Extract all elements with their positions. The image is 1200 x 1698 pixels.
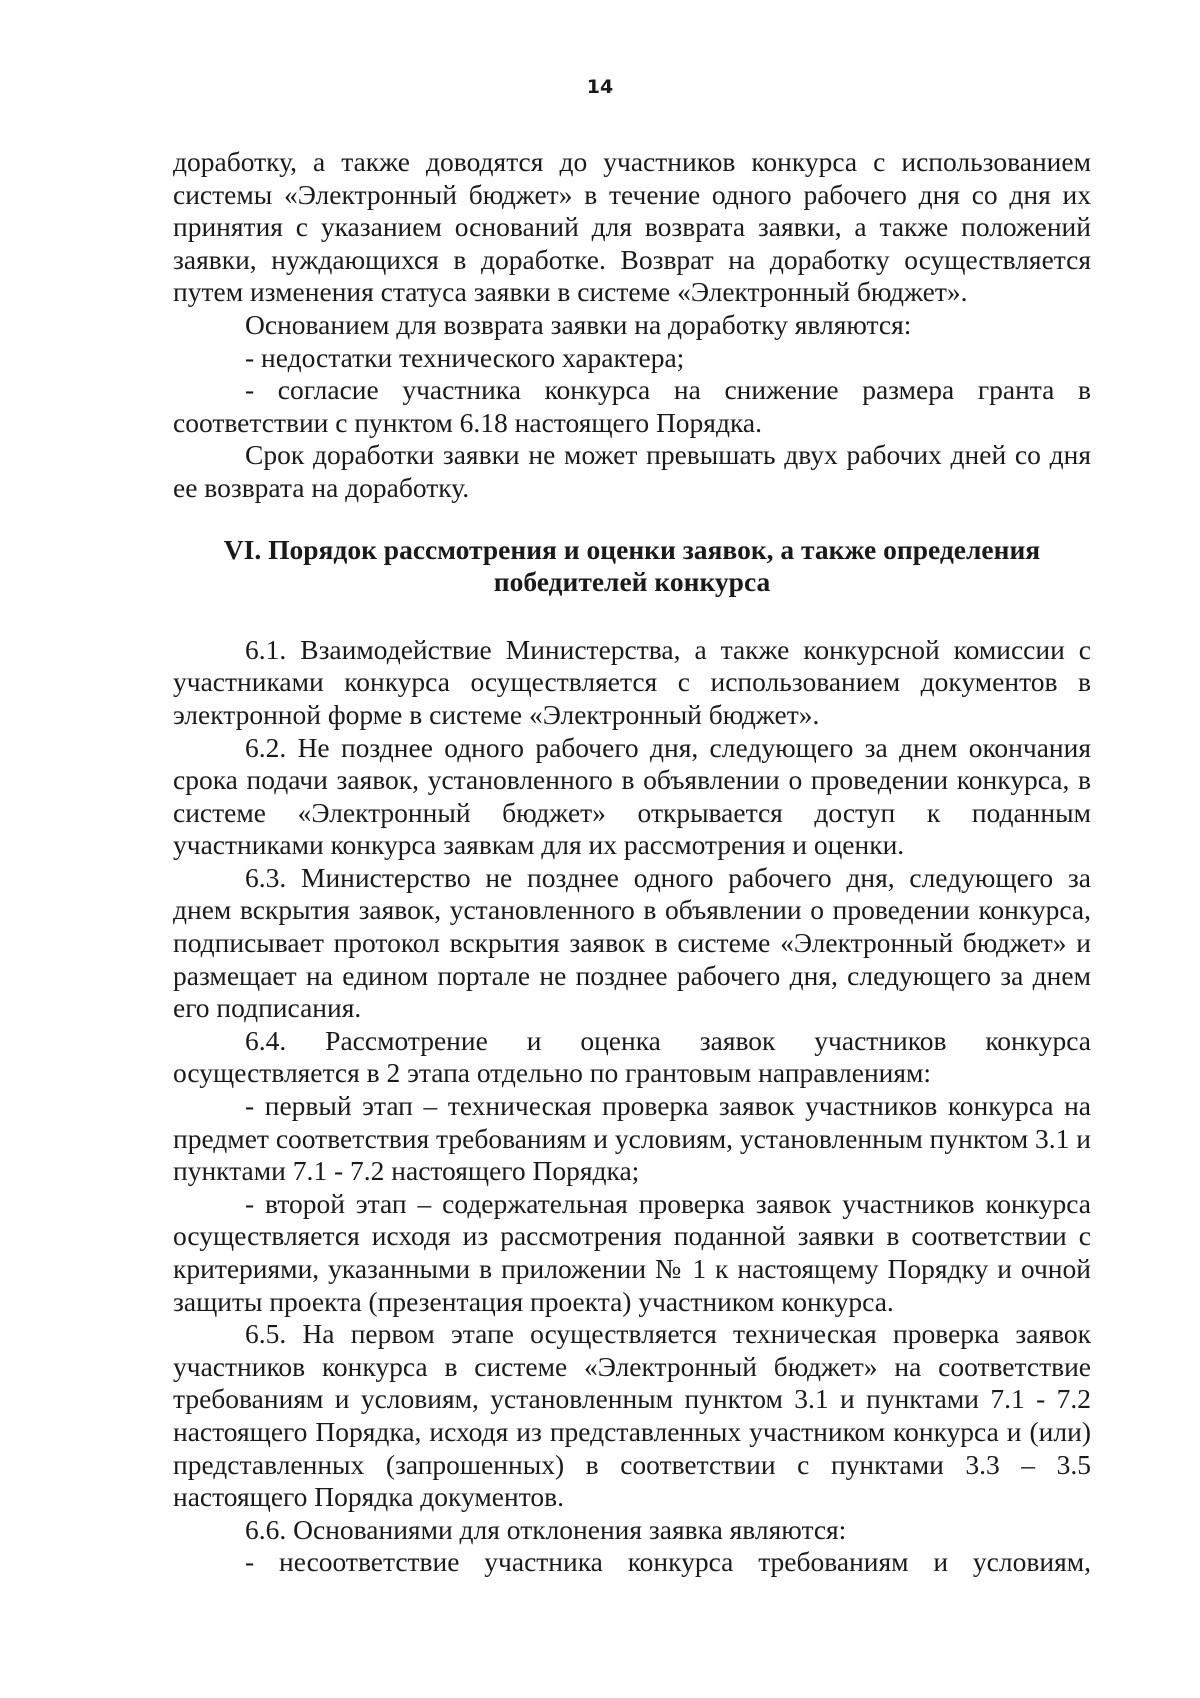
clause-6-5: 6.5. На первом этапе осуществляется техническая проверка заявок участников конкурса в системе «Электронный бюджет» на соответствие требованиям и условиям, установленным пунктом 3.1 и пунктами 7.1 - 7.2 настоящего Порядка, исходя из представленных участником конкурса и (или) представленных (запрошенных) в соответствии с пунктами 3.3 – 3.5 настоящего Порядка документов.	[173, 1318, 1091, 1513]
list-item-grant-reduction: - согласие участника конкурса на снижение размера гранта в соответствии с пунктом 6.18 настоящего Порядка.	[173, 374, 1091, 438]
document-body	[173, 146, 1091, 1579]
list-item-second-stage: - второй этап – содержательная проверка заявок участников конкурса осуществляется исходя из рассмотрения поданной заявки в соответствии с критериями, указанными в приложении № 1 к настоящему Порядку и очной защиты проекта (презентация проекта) участником конкурса.	[173, 1187, 1091, 1317]
clause-6-6: 6.6. Основаниями для отклонения заявка являются:	[245, 1513, 847, 1545]
list-item-technical-defects: - недостатки технического характера;	[245, 341, 685, 373]
clause-6-3: 6.3. Министерство не позднее одного рабочего дня, следующего за днем вскрытия заявок, установленного в объявлении о проведении конкурса, подписывает протокол вскрытия заявок в системе «Электронный бюджет» и размещает на едином портале не позднее рабочего дня, следующего за днем его подписания.	[173, 861, 1091, 1024]
clause-6-1: 6.1. Взаимодействие Министерства, а также конкурсной комиссии с участниками конкурса осуществляется с использованием документов в электронной форме в системе «Электронный бюджет».	[173, 633, 1091, 730]
paragraph-return-grounds: Основанием для возврата заявки на доработку являются:	[245, 308, 912, 340]
paragraph-revision-deadline: Срок доработки заявки не может превышать двух рабочих дней со дня ее возврата на доработку.	[173, 439, 1091, 503]
paragraph-continuation: доработку, а также доводятся до участников конкурса с использованием системы «Электронный бюджет» в течение одного рабочего дня со дня их принятия с указанием оснований для возврата заявки, а также положений заявки, нуждающихся в доработке. Возврат на доработку осуществляется путем изменения статуса заявки в системе «Электронный бюджет».	[173, 146, 1091, 308]
page-number: 14	[586, 76, 614, 98]
list-item-first-stage: - первый этап – техническая проверка заявок участников конкурса на предмет соответствия требованиям и условиям, установленным пунктом 3.1 и пунктами 7.1 - 7.2 настоящего Порядка;	[173, 1090, 1091, 1187]
list-item-noncompliance: - несоответствие участника конкурса требованиям и условиям,	[245, 1546, 1091, 1578]
clause-6-2: 6.2. Не позднее одного рабочего дня, следующего за днем окончания срока подачи заявок, установленного в объявлении о проведении конкурса, в системе «Электронный бюджет» открывается доступ к поданным участниками конкурса заявкам для их рассмотрения и оценки.	[173, 731, 1091, 861]
section-heading: VI. Порядок рассмотрения и оценки заявок, а также определения победителей конкурса	[223, 533, 1041, 598]
clause-6-4: 6.4. Рассмотрение и оценка заявок участников конкурса осуществляется в 2 этапа отдельно по грантовым направлениям:	[173, 1024, 1091, 1089]
